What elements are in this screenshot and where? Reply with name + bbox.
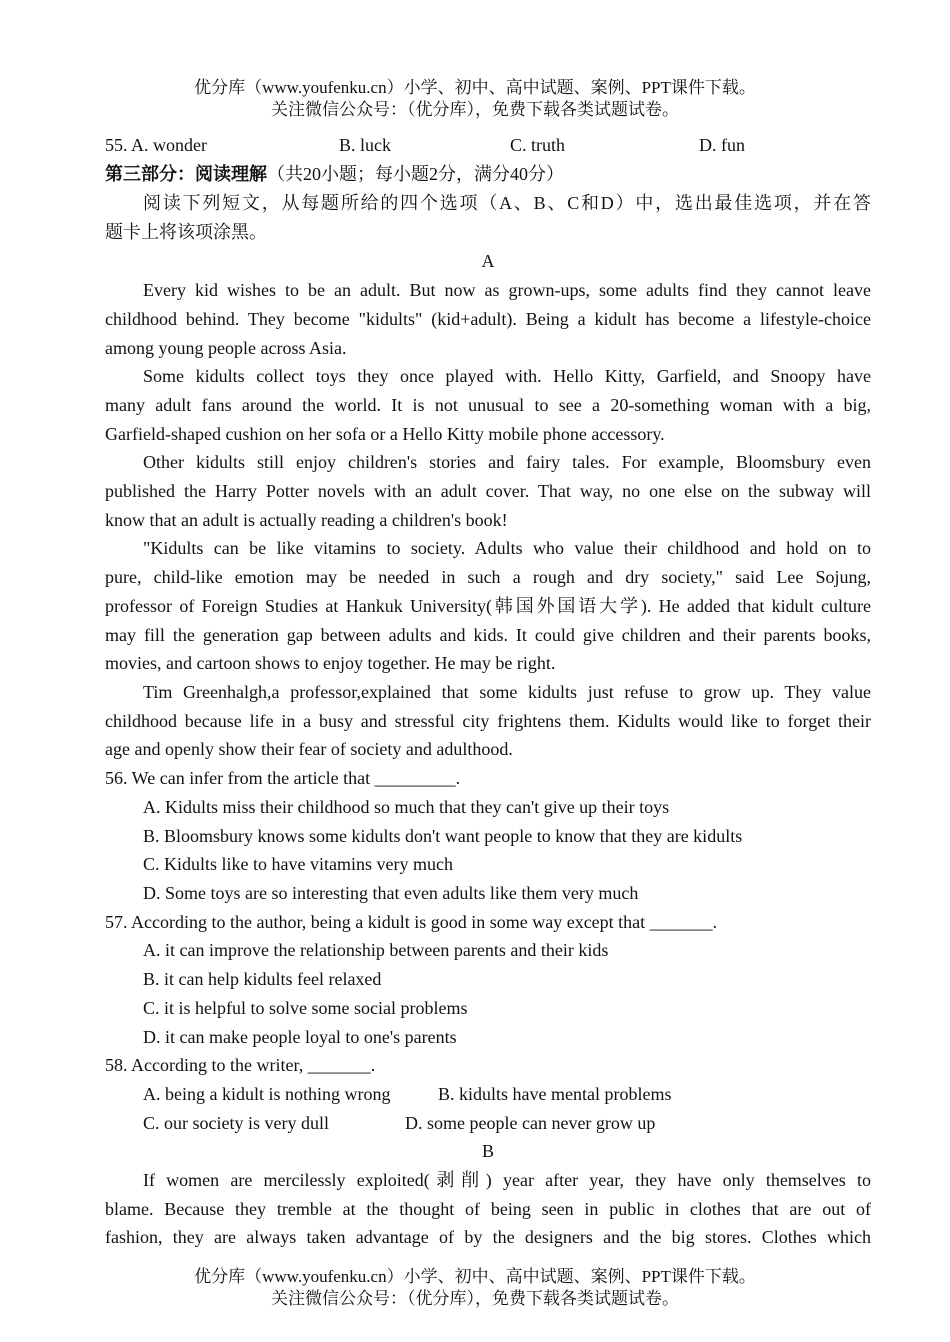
question-56-stem: 56. We can infer from the article that _________. (105, 768, 461, 788)
header-line-2: 关注微信公众号：（优分库），免费下载各类试题试卷。 (271, 100, 679, 119)
footer-line-2: 关注微信公众号：（优分库），免费下载各类试题试卷。 (271, 1289, 679, 1308)
option-56d: D. Some toys are so interesting that even adults like them very much (143, 883, 639, 903)
option-58a: A. being a kidult is nothing wrong (143, 1084, 391, 1104)
option-58c: C. our society is very dull (143, 1113, 329, 1133)
option-55d: D. fun (699, 135, 745, 155)
section-3-heading (105, 160, 871, 189)
option-58b: B. kidults have mental problems (438, 1084, 672, 1104)
option-56a: A. Kidults miss their childhood so much that they can't give up their toys (143, 797, 670, 817)
option-55a: 55. A. wonder (105, 135, 207, 155)
passage-a-line: age and openly show their fear of society and adulthood. (105, 739, 513, 759)
footer-line-1: 优分库（www.youfenku.cn）小学、初中、高中试题、案例、PPT课件下载。 (194, 1267, 756, 1286)
passage-a-line: "Kidults can be like vitamins to society. Adults who value their childhood and hold on to (143, 538, 871, 558)
passage-a-line: Garfield-shaped cushion on her sofa or a Hello Kitty mobile phone accessory. (105, 424, 665, 444)
option-57c: C. it is helpful to solve some social problems (143, 998, 468, 1018)
header-line-1: 优分库（www.youfenku.cn）小学、初中、高中试题、案例、PPT课件下载。 (194, 78, 756, 97)
passage-b-line: If women are mercilessly exploited(剥削) year after year, they have only themselves to (143, 1170, 871, 1190)
passage-a-line: know that an adult is actually reading a children's book! (105, 510, 508, 530)
passage-a-line: childhood because life in a busy and stressful city frightens them. Kidults would like to forget their (105, 711, 871, 731)
section-3-instruction-1: 阅读下列短文，从每题所给的四个选项（A、B、C和D）中，选出最佳选项，并在答 (143, 193, 871, 213)
passage-b-line: blame. Because they tremble at the thought of being seen in public in clothes that are out of (105, 1199, 871, 1219)
passage-a-label: A (481, 251, 495, 271)
passage-a-line: Every kid wishes to be an adult. But now as grown-ups, some adults find they cannot leave (143, 280, 871, 300)
section-3-title: 第三部分：阅读理解 (105, 164, 267, 184)
passage-b-line: fashion, they are always taken advantage of by the designers and the big stores. Clothes which (105, 1227, 871, 1247)
passage-a-line: movies, and cartoon shows to enjoy together. He may be right. (105, 653, 556, 673)
option-55b: B. luck (339, 135, 391, 155)
passage-a-line: childhood behind. They become "kidults" (kid+adult). Being a kidult has become a lifestyle-choice (105, 309, 871, 329)
question-57-stem: 57. According to the author, being a kidult is good in some way except that _______. (105, 912, 718, 932)
section-3-instruction-2: 题卡上将该项涂黑。 (105, 222, 267, 242)
passage-a-line: many adult fans around the world. It is not unusual to see a 20-something woman with a big, (105, 395, 871, 415)
passage-a-line: Other kidults still enjoy children's stories and fairy tales. For example, Bloomsbury even (143, 452, 871, 472)
passage-a-line: may fill the generation gap between adults and kids. It could give children and their parents books, (105, 625, 871, 645)
option-55c: C. truth (510, 135, 566, 155)
passage-a-line: Tim Greenhalgh,a professor,explained that some kidults just refuse to grow up. They value (143, 682, 871, 702)
passage-a-line: pure, child-like emotion may be needed in such a rough and dry society," said Lee Sojung, (105, 567, 871, 587)
option-58d: D. some people can never grow up (405, 1113, 656, 1133)
option-57b: B. it can help kidults feel relaxed (143, 969, 382, 989)
option-56b: B. Bloomsbury knows some kidults don't want people to know that they are kidults (143, 826, 743, 846)
passage-a-line: among young people across Asia. (105, 338, 347, 358)
section-3-note: （共20小题；每小题2分，满分40分） (267, 164, 564, 184)
passage-a-line: professor of Foreign Studies at Hankuk University(韩国外国语大学). He added that kidult culture (105, 596, 871, 616)
passage-b-label: B (481, 1141, 494, 1161)
option-57a: A. it can improve the relationship between parents and their kids (143, 940, 609, 960)
passage-a-line: Some kidults collect toys they once played with. Hello Kitty, Garfield, and Snoopy have (143, 366, 871, 386)
option-57d: D. it can make people loyal to one's parents (143, 1027, 457, 1047)
question-58-stem: 58. According to the writer, _______. (105, 1055, 376, 1075)
option-56c: C. Kidults like to have vitamins very much (143, 854, 453, 874)
passage-a-line: published the Harry Potter novels with an adult cover. That way, no one else on the subway will (105, 481, 871, 501)
